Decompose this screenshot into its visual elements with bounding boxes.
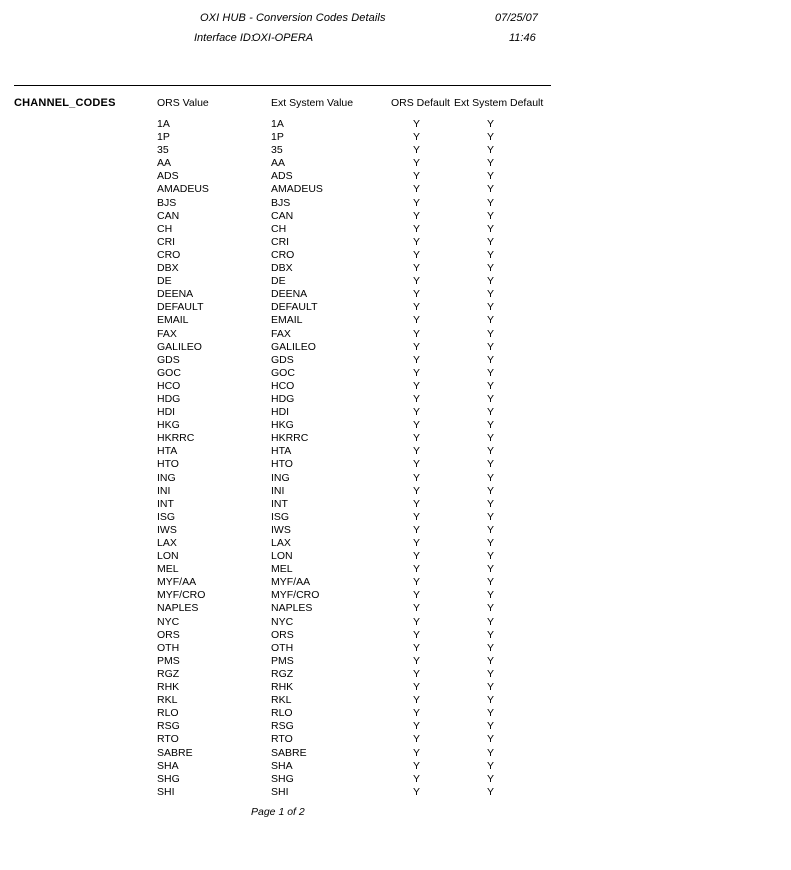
cell-ors-value: CRO [157, 248, 181, 261]
table-row [0, 236, 791, 249]
cell-ors-value: MEL [157, 563, 179, 576]
cell-ext-system-value: HTO [271, 458, 293, 471]
cell-ors-value: SHA [157, 759, 179, 772]
table-row [0, 681, 791, 694]
cell-ors-value: SHG [157, 772, 180, 785]
table-row [0, 773, 791, 786]
cell-ext-system-default: Y [487, 537, 495, 549]
cell-ext-system-default: Y [487, 641, 495, 654]
table-row [0, 354, 791, 367]
cell-ors-default: Y [413, 667, 421, 680]
cell-ext-system-value: HKG [271, 419, 294, 432]
cell-ext-system-default: Y [487, 484, 495, 497]
cell-ext-system-value: CRO [271, 248, 295, 261]
cell-ext-system-value: ADS [271, 170, 293, 183]
table-row [0, 458, 791, 471]
cell-ors-default: Y [413, 589, 421, 602]
table-row [0, 576, 791, 589]
cell-ors-value: DE [157, 275, 172, 288]
cell-ors-default: Y [413, 654, 421, 667]
cell-ors-value: GOC [157, 366, 181, 379]
cell-ext-system-default: Y [487, 379, 495, 392]
cell-ext-system-default: Y [487, 654, 495, 667]
cell-ors-default: Y [413, 366, 421, 379]
column-header-ors-default: ORS Default [391, 97, 450, 109]
table-row [0, 393, 791, 406]
cell-ext-system-value: GOC [271, 366, 295, 379]
cell-ext-system-default: Y [487, 406, 495, 419]
cell-ext-system-value: SABRE [271, 746, 307, 759]
cell-ors-value: 1P [157, 131, 170, 144]
cell-ors-default: Y [413, 392, 421, 405]
cell-ext-system-default: Y [487, 628, 495, 641]
cell-ext-system-default: Y [487, 366, 495, 379]
cell-ors-value: MYF/AA [157, 576, 197, 589]
cell-ors-default: Y [413, 170, 421, 183]
cell-ors-value: HDG [157, 392, 181, 405]
cell-ors-value: ISG [157, 510, 176, 523]
cell-ext-system-default: Y [487, 681, 495, 694]
table-row [0, 642, 791, 655]
cell-ors-default: Y [413, 720, 421, 733]
cell-ext-system-value: HTA [271, 445, 292, 458]
cell-ors-default: Y [413, 550, 421, 563]
cell-ors-value: ING [157, 471, 176, 484]
cell-ext-system-value: 35 [271, 144, 283, 157]
cell-ext-system-value: NYC [271, 615, 294, 628]
cell-ext-system-value: SHG [271, 772, 294, 785]
cell-ext-system-default: Y [487, 222, 495, 235]
table-row [0, 511, 791, 524]
cell-ors-default: Y [413, 746, 421, 759]
cell-ors-default: Y [413, 288, 421, 301]
cell-ext-system-default: Y [487, 288, 495, 301]
cell-ors-default: Y [413, 301, 421, 314]
cell-ext-system-value: DE [271, 275, 286, 288]
cell-ors-default: Y [413, 222, 421, 235]
cell-ext-system-default: Y [487, 432, 495, 445]
report-title: OXI HUB - Conversion Codes Details [200, 12, 386, 24]
cell-ext-system-value: OTH [271, 641, 294, 654]
interface-id-value: OXI-OPERA [252, 32, 314, 44]
table-row [0, 197, 791, 210]
table-row [0, 524, 791, 537]
table-body [0, 118, 791, 799]
cell-ext-system-default: Y [487, 445, 495, 458]
cell-ext-system-default: Y [487, 589, 495, 602]
cell-ext-system-default: Y [487, 262, 495, 275]
cell-ext-system-default: Y [487, 563, 495, 576]
table-row [0, 210, 791, 223]
cell-ors-default: Y [413, 537, 421, 549]
cell-ors-default: Y [413, 157, 421, 170]
report-header [0, 12, 791, 52]
cell-ors-default: Y [413, 131, 421, 144]
cell-ors-default: Y [413, 419, 421, 432]
cell-ors-value: ORS [157, 628, 180, 641]
cell-ext-system-default: Y [487, 301, 495, 314]
cell-ors-value: HTA [157, 445, 178, 458]
cell-ext-system-value: NAPLES [271, 602, 313, 615]
column-header-ors-value: ORS Value [157, 97, 209, 109]
cell-ext-system-value: INT [271, 497, 288, 510]
table-row [0, 432, 791, 445]
cell-ors-default: Y [413, 681, 421, 694]
cell-ors-default: Y [413, 510, 421, 523]
table-row [0, 655, 791, 668]
cell-ext-system-value: RKL [271, 694, 292, 707]
cell-ext-system-default: Y [487, 353, 495, 366]
table-row [0, 445, 791, 458]
cell-ors-default: Y [413, 523, 421, 536]
cell-ors-value: HTO [157, 458, 179, 471]
cell-ors-default: Y [413, 209, 421, 222]
cell-ors-value: LAX [157, 537, 177, 549]
cell-ors-default: Y [413, 615, 421, 628]
cell-ors-value: 1A [157, 118, 170, 130]
interface-id-label: Interface ID: [194, 32, 254, 44]
cell-ors-value: HKRRC [157, 432, 195, 445]
table-row [0, 275, 791, 288]
cell-ors-value: RKL [157, 694, 178, 707]
cell-ext-system-default: Y [487, 746, 495, 759]
cell-ors-default: Y [413, 576, 421, 589]
cell-ors-value: SABRE [157, 746, 193, 759]
group-label-channel-codes: CHANNEL_CODES [14, 97, 116, 109]
cell-ors-value: HCO [157, 379, 181, 392]
cell-ext-system-default: Y [487, 550, 495, 563]
table-row [0, 472, 791, 485]
table-row [0, 602, 791, 615]
cell-ext-system-value: CH [271, 222, 287, 235]
cell-ext-system-value: AMADEUS [271, 183, 323, 196]
cell-ors-default: Y [413, 445, 421, 458]
table-row [0, 629, 791, 642]
cell-ors-value: RGZ [157, 667, 180, 680]
table-row [0, 668, 791, 681]
cell-ors-value: DEFAULT [157, 301, 204, 314]
table-row [0, 720, 791, 733]
table-row [0, 157, 791, 170]
cell-ors-default: Y [413, 785, 421, 798]
cell-ors-value: DBX [157, 262, 179, 275]
table-row [0, 380, 791, 393]
cell-ext-system-default: Y [487, 131, 495, 144]
cell-ors-default: Y [413, 379, 421, 392]
cell-ors-default: Y [413, 707, 421, 720]
table-row [0, 301, 791, 314]
table-row [0, 341, 791, 354]
table-row [0, 760, 791, 773]
cell-ext-system-default: Y [487, 209, 495, 222]
cell-ors-value: 35 [157, 144, 169, 157]
cell-ext-system-default: Y [487, 392, 495, 405]
cell-ext-system-value: LON [271, 550, 293, 563]
cell-ors-default: Y [413, 183, 421, 196]
cell-ext-system-default: Y [487, 458, 495, 471]
cell-ors-default: Y [413, 733, 421, 746]
table-row [0, 170, 791, 183]
cell-ors-value: CRI [157, 235, 176, 248]
cell-ors-default: Y [413, 275, 421, 288]
cell-ext-system-default: Y [487, 759, 495, 772]
table-row [0, 537, 791, 550]
cell-ors-default: Y [413, 628, 421, 641]
cell-ext-system-value: ISG [271, 510, 290, 523]
cell-ext-system-value: MYF/AA [271, 576, 311, 589]
cell-ext-system-value: MEL [271, 563, 293, 576]
table-row [0, 183, 791, 196]
cell-ors-value: ADS [157, 170, 179, 183]
cell-ext-system-value: HDG [271, 392, 295, 405]
table-row [0, 249, 791, 262]
cell-ext-system-value: RHK [271, 681, 294, 694]
cell-ext-system-default: Y [487, 419, 495, 432]
cell-ors-value: AA [157, 157, 172, 170]
cell-ors-default: Y [413, 759, 421, 772]
cell-ext-system-default: Y [487, 471, 495, 484]
cell-ext-system-value: RGZ [271, 667, 294, 680]
cell-ors-default: Y [413, 484, 421, 497]
table-row [0, 262, 791, 275]
cell-ors-value: NAPLES [157, 602, 199, 615]
cell-ors-value: RSG [157, 720, 180, 733]
cell-ors-default: Y [413, 458, 421, 471]
cell-ors-value: LON [157, 550, 179, 563]
cell-ext-system-value: IWS [271, 523, 291, 536]
cell-ors-default: Y [413, 471, 421, 484]
cell-ext-system-default: Y [487, 118, 495, 130]
cell-ors-default: Y [413, 196, 421, 209]
cell-ext-system-value: DEENA [271, 288, 308, 301]
cell-ext-system-default: Y [487, 497, 495, 510]
cell-ext-system-value: EMAIL [271, 314, 303, 327]
table-row [0, 485, 791, 498]
cell-ors-default: Y [413, 353, 421, 366]
cell-ors-default: Y [413, 563, 421, 576]
cell-ext-system-default: Y [487, 720, 495, 733]
table-row [0, 563, 791, 576]
table-row [0, 131, 791, 144]
table-row [0, 118, 791, 131]
table-row [0, 786, 791, 799]
cell-ext-system-value: BJS [271, 196, 291, 209]
table-row [0, 550, 791, 563]
cell-ors-default: Y [413, 144, 421, 157]
cell-ext-system-value: SHI [271, 785, 289, 798]
cell-ors-default: Y [413, 248, 421, 261]
cell-ext-system-default: Y [487, 772, 495, 785]
cell-ext-system-default: Y [487, 602, 495, 615]
cell-ext-system-value: SHA [271, 759, 293, 772]
cell-ext-system-default: Y [487, 144, 495, 157]
cell-ors-value: OTH [157, 641, 180, 654]
cell-ors-value: HDI [157, 406, 176, 419]
cell-ext-system-value: CAN [271, 209, 294, 222]
cell-ors-value: HKG [157, 419, 180, 432]
cell-ext-system-value: GDS [271, 353, 294, 366]
cell-ors-value: NYC [157, 615, 180, 628]
cell-ors-value: AMADEUS [157, 183, 209, 196]
cell-ors-value: RHK [157, 681, 180, 694]
cell-ors-value: CAN [157, 209, 180, 222]
header-line-interface [0, 32, 791, 52]
header-divider [14, 85, 551, 86]
cell-ors-default: Y [413, 327, 421, 340]
cell-ors-default: Y [413, 314, 421, 327]
table-row [0, 498, 791, 511]
cell-ext-system-value: CRI [271, 235, 290, 248]
table-row [0, 328, 791, 341]
cell-ors-default: Y [413, 262, 421, 275]
cell-ext-system-default: Y [487, 327, 495, 340]
cell-ors-default: Y [413, 118, 421, 130]
page-number: Page 1 of 2 [251, 806, 305, 818]
cell-ext-system-value: LAX [271, 537, 291, 549]
cell-ors-value: SHI [157, 785, 175, 798]
table-row [0, 694, 791, 707]
cell-ors-default: Y [413, 694, 421, 707]
cell-ext-system-default: Y [487, 196, 495, 209]
cell-ext-system-value: HDI [271, 406, 290, 419]
cell-ext-system-default: Y [487, 707, 495, 720]
table-row [0, 589, 791, 602]
table-row [0, 288, 791, 301]
cell-ext-system-value: FAX [271, 327, 291, 340]
table-row [0, 733, 791, 746]
cell-ext-system-value: DBX [271, 262, 293, 275]
cell-ext-system-value: ING [271, 471, 290, 484]
cell-ext-system-default: Y [487, 170, 495, 183]
cell-ext-system-value: PMS [271, 654, 294, 667]
cell-ors-value: IWS [157, 523, 177, 536]
cell-ors-default: Y [413, 641, 421, 654]
table-row [0, 747, 791, 760]
cell-ext-system-value: MYF/CRO [271, 589, 320, 602]
cell-ext-system-default: Y [487, 523, 495, 536]
cell-ors-value: MYF/CRO [157, 589, 206, 602]
table-row [0, 314, 791, 327]
cell-ors-value: DEENA [157, 288, 194, 301]
table-row [0, 406, 791, 419]
cell-ors-value: BJS [157, 196, 177, 209]
cell-ors-default: Y [413, 340, 421, 353]
cell-ors-value: EMAIL [157, 314, 189, 327]
column-header-ext-system-value: Ext System Value [271, 97, 354, 109]
cell-ext-system-default: Y [487, 314, 495, 327]
cell-ors-default: Y [413, 602, 421, 615]
cell-ext-system-default: Y [487, 733, 495, 746]
cell-ors-value: RTO [157, 733, 179, 746]
cell-ext-system-default: Y [487, 576, 495, 589]
cell-ors-default: Y [413, 235, 421, 248]
cell-ext-system-value: 1P [271, 131, 284, 144]
cell-ext-system-default: Y [487, 667, 495, 680]
cell-ext-system-default: Y [487, 340, 495, 353]
cell-ors-value: CH [157, 222, 173, 235]
cell-ext-system-value: AA [271, 157, 286, 170]
table-row [0, 616, 791, 629]
cell-ext-system-default: Y [487, 510, 495, 523]
cell-ext-system-value: ORS [271, 628, 294, 641]
cell-ext-system-default: Y [487, 694, 495, 707]
cell-ext-system-value: HKRRC [271, 432, 309, 445]
table-row [0, 707, 791, 720]
cell-ext-system-default: Y [487, 615, 495, 628]
cell-ors-value: GALILEO [157, 340, 202, 353]
cell-ors-default: Y [413, 497, 421, 510]
cell-ors-value: INI [157, 484, 171, 497]
table-row [0, 223, 791, 236]
cell-ext-system-value: RLO [271, 707, 293, 720]
cell-ors-value: INT [157, 497, 174, 510]
header-line-title [0, 12, 791, 32]
cell-ext-system-default: Y [487, 235, 495, 248]
cell-ors-default: Y [413, 772, 421, 785]
cell-ors-value: PMS [157, 654, 180, 667]
cell-ext-system-value: INI [271, 484, 285, 497]
column-header-ext-system-default: Ext System Default [454, 97, 544, 109]
cell-ext-system-value: 1A [271, 118, 284, 130]
cell-ext-system-default: Y [487, 157, 495, 170]
table-row [0, 367, 791, 380]
cell-ors-value: FAX [157, 327, 177, 340]
cell-ext-system-value: HCO [271, 379, 295, 392]
cell-ext-system-default: Y [487, 248, 495, 261]
table-row [0, 144, 791, 157]
cell-ext-system-default: Y [487, 275, 495, 288]
cell-ext-system-default: Y [487, 785, 495, 798]
report-date: 07/25/07 [495, 12, 538, 24]
cell-ors-default: Y [413, 406, 421, 419]
cell-ext-system-value: RTO [271, 733, 293, 746]
cell-ext-system-value: RSG [271, 720, 294, 733]
table-row [0, 419, 791, 432]
report-time: 11:46 [509, 32, 536, 44]
cell-ors-value: GDS [157, 353, 180, 366]
cell-ext-system-value: GALILEO [271, 340, 316, 353]
cell-ors-default: Y [413, 432, 421, 445]
cell-ors-value: RLO [157, 707, 179, 720]
cell-ext-system-default: Y [487, 183, 495, 196]
cell-ext-system-value: DEFAULT [271, 301, 318, 314]
